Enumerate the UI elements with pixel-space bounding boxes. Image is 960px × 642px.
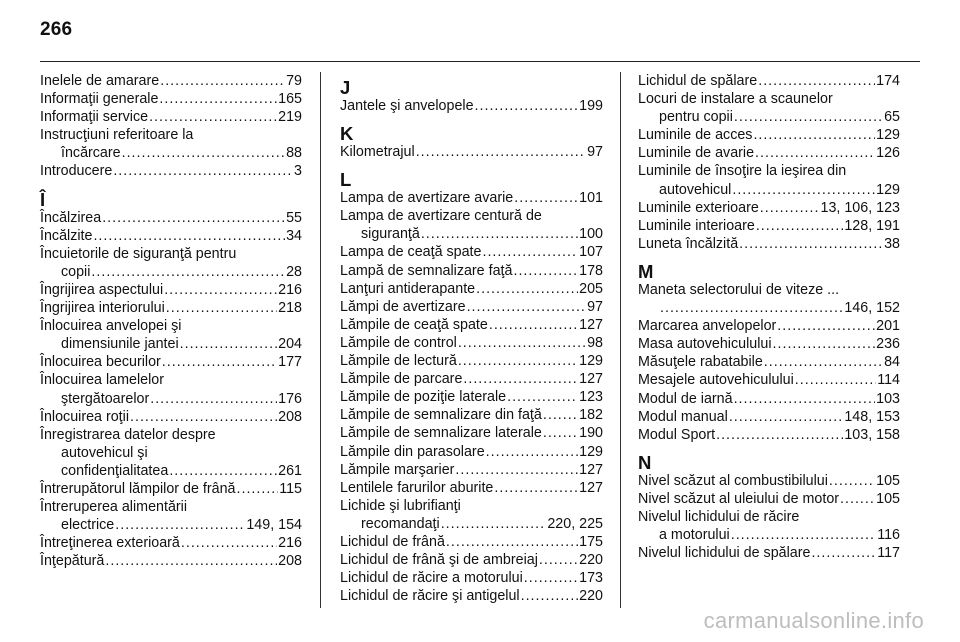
index-entry — [340, 370, 603, 388]
index-entry-line: Luminile de însoţire la ieşirea din — [638, 163, 847, 180]
index-entry — [638, 390, 900, 408]
index-entry — [638, 299, 900, 317]
column-divider — [320, 72, 321, 608]
index-entry — [40, 144, 302, 162]
index-column-2 — [340, 72, 603, 605]
entry-page-ref: 236 — [876, 336, 900, 353]
index-entry — [638, 108, 900, 126]
dot-leader — [150, 390, 277, 408]
index-entry — [340, 298, 603, 316]
dot-leader — [753, 126, 875, 144]
entry-page-ref: 127 — [579, 316, 603, 333]
entry-term: Încălzirea — [40, 209, 102, 226]
dot-leader — [463, 370, 578, 388]
dot-leader — [660, 299, 843, 317]
index-entry — [340, 406, 603, 424]
entry-term: Lentilele farurilor aburite — [340, 479, 494, 496]
entry-page-ref: 103, 158 — [844, 426, 900, 443]
dot-leader — [180, 335, 278, 353]
entry-term: Lămpile de ceaţă spate — [340, 316, 488, 333]
entry-term: ştergătoarelor — [61, 390, 150, 407]
entry-page-ref: 115 — [279, 480, 302, 497]
entry-term: Măsuţele rabatabile — [638, 354, 763, 371]
dot-leader — [166, 299, 277, 317]
index-entry-line: Lampa de avertizare centură de — [340, 208, 542, 225]
entry-page-ref: 261 — [278, 462, 302, 479]
dot-leader — [181, 534, 277, 552]
entry-term: Nivel scăzut al combustibilului — [638, 472, 828, 489]
index-entry — [340, 515, 603, 533]
index-entry — [638, 490, 900, 508]
dot-leader — [93, 227, 285, 245]
dot-leader — [458, 334, 586, 352]
dot-leader — [159, 90, 277, 108]
dot-leader — [476, 280, 578, 298]
section-letter-n: N — [638, 451, 652, 473]
dot-leader — [421, 225, 578, 243]
entry-term: Nivel scăzut al uleiului de motor — [638, 490, 840, 507]
index-entry — [40, 480, 302, 498]
entry-term: electrice — [61, 517, 115, 534]
index-entry — [638, 544, 900, 562]
dot-leader — [164, 281, 277, 299]
entry-term: Lampa de ceaţă spate — [340, 244, 482, 261]
entry-page-ref: 79 — [286, 73, 302, 89]
index-entry — [340, 352, 603, 370]
entry-page-ref: 201 — [876, 318, 900, 335]
dot-leader — [494, 479, 578, 497]
index-entry-line: Nivelul lichidului de răcire — [638, 508, 800, 525]
entry-page-ref: 190 — [579, 425, 603, 442]
section-letter-l: L — [340, 169, 352, 191]
dot-leader — [475, 97, 579, 115]
entry-page-ref: 205 — [579, 280, 603, 297]
dot-leader — [539, 551, 578, 569]
index-entry — [40, 227, 302, 245]
index-entry — [40, 263, 302, 281]
entry-term: Luminile de avarie — [638, 145, 755, 162]
entry-page-ref: 55 — [286, 209, 302, 226]
entry-term: încărcare — [61, 145, 121, 162]
entry-term: Jantele şi anvelopele — [340, 98, 474, 114]
entry-page-ref: 220, 225 — [547, 515, 603, 532]
entry-page-ref: 173 — [579, 570, 603, 587]
entry-term — [638, 299, 659, 317]
index-entry — [340, 569, 603, 587]
index-entry — [40, 534, 302, 552]
index-entry — [340, 479, 603, 497]
dot-leader — [543, 406, 578, 424]
entry-page-ref: 84 — [884, 354, 900, 371]
entry-term: copii — [61, 263, 91, 280]
index-column-1 — [40, 72, 302, 570]
entry-term: Nivelul lichidului de spălare — [638, 545, 811, 562]
index-entry — [638, 235, 900, 253]
dot-leader — [521, 587, 579, 605]
dot-leader — [160, 72, 285, 90]
index-entry — [638, 199, 900, 217]
dot-leader — [122, 144, 285, 162]
entry-term: Introducere — [40, 163, 113, 180]
entry-page-ref: 219 — [278, 109, 302, 126]
entry-page-ref: 149, 154 — [246, 517, 302, 534]
entry-term: a motorului — [659, 527, 730, 544]
dot-leader — [734, 108, 883, 126]
index-entry — [340, 443, 603, 461]
entry-page-ref: 97 — [587, 144, 603, 161]
entry-term: siguranţă — [361, 226, 420, 243]
index-entry — [40, 72, 302, 90]
entry-page-ref: 127 — [579, 461, 603, 478]
index-entry — [340, 143, 603, 161]
dot-leader — [467, 298, 587, 316]
dot-leader — [486, 443, 578, 461]
entry-page-ref: 38 — [884, 235, 900, 252]
entry-term: Inelele de amarare — [40, 73, 160, 89]
index-entry — [40, 162, 302, 180]
entry-page-ref: 128, 191 — [844, 217, 900, 234]
index-entry — [340, 262, 603, 280]
dot-leader — [149, 108, 277, 126]
entry-term: Lampa de avertizare avarie — [340, 190, 514, 207]
entry-page-ref: 176 — [278, 390, 302, 407]
index-entry — [340, 461, 603, 479]
index-entry — [638, 181, 900, 199]
dot-leader — [162, 353, 277, 371]
header-rule — [40, 61, 920, 62]
dot-leader — [731, 526, 876, 544]
dot-leader — [455, 461, 578, 479]
index-entry — [638, 126, 900, 144]
index-entry — [638, 426, 900, 444]
dot-leader — [489, 316, 578, 334]
entry-page-ref: 129 — [876, 181, 900, 198]
entry-page-ref: 148, 153 — [844, 408, 900, 425]
dot-leader — [811, 544, 876, 562]
dot-leader — [764, 353, 883, 371]
dot-leader — [758, 72, 875, 90]
entry-term: recomandaţi — [361, 515, 440, 532]
index-entry-line: Înlocuirea lamelelor — [40, 372, 164, 389]
entry-page-ref: 123 — [579, 389, 603, 406]
dot-leader — [115, 516, 245, 534]
index-entry — [40, 335, 302, 353]
entry-page-ref: 182 — [579, 407, 603, 424]
entry-term: Modul de iarnă — [638, 390, 733, 407]
entry-term: Lămpile din parasolare — [340, 443, 485, 460]
entry-page-ref: 97 — [587, 298, 603, 315]
entries-l-cont — [638, 72, 900, 253]
entry-term: Lămpile de lectură — [340, 353, 457, 370]
entry-term: Luminile interioare — [638, 217, 755, 234]
entry-page-ref: 100 — [579, 226, 603, 243]
entry-page-ref: 126 — [876, 145, 900, 162]
entry-term: Înlocuirea becurilor — [40, 354, 161, 371]
index-entry — [638, 335, 900, 353]
index-entry-line: Locuri de instalare a scaunelor — [638, 91, 833, 108]
index-entry-line: Lichide şi lubrifianţi — [340, 497, 461, 514]
index-entry — [340, 424, 603, 442]
entry-term: Lichidul de frână şi de ambreiaj — [340, 552, 538, 569]
section-letter-j: J — [340, 77, 351, 98]
entry-term: Încălzite — [40, 227, 93, 244]
index-entry — [40, 462, 302, 480]
entry-term: pentru copii — [659, 109, 733, 126]
entry-page-ref: 34 — [286, 227, 302, 244]
entry-page-ref: 220 — [579, 552, 603, 569]
entry-term: dimensiunile jantei — [61, 336, 179, 353]
dot-leader — [507, 388, 578, 406]
dot-leader — [524, 569, 578, 587]
watermark: carmanualsonline.info — [703, 608, 924, 633]
dot-leader — [756, 217, 844, 235]
entry-term: Lichidul de răcire şi antigelul — [340, 588, 520, 605]
entry-page-ref: 127 — [579, 371, 603, 388]
entries-i — [40, 209, 302, 571]
dot-leader — [777, 317, 875, 335]
entry-page-ref: 127 — [579, 479, 603, 496]
dot-leader — [829, 472, 875, 490]
entry-page-ref: 199 — [579, 98, 603, 114]
dot-leader — [482, 243, 578, 261]
entry-term: Lămpile de control — [340, 334, 457, 351]
index-entry — [40, 281, 302, 299]
entry-term: Lămpile de semnalizare laterale — [340, 425, 542, 442]
dot-leader — [237, 480, 279, 498]
index-entry — [340, 551, 603, 569]
entry-term: Masa autovehiculului — [638, 336, 772, 353]
index-entry — [40, 408, 302, 426]
entries-j — [340, 97, 603, 115]
entry-page-ref: 28 — [286, 263, 302, 280]
index-entry — [340, 189, 603, 207]
entry-page-ref: 88 — [286, 145, 302, 162]
entry-page-ref: 177 — [278, 354, 302, 371]
dot-leader — [734, 390, 876, 408]
entry-term: Luminile exterioare — [638, 199, 759, 216]
index-entry — [340, 533, 603, 551]
entry-page-ref: 174 — [876, 73, 900, 89]
entries-k — [340, 143, 603, 161]
index-entry — [40, 108, 302, 126]
dot-leader — [514, 189, 578, 207]
entry-page-ref: 3 — [294, 163, 302, 180]
entry-page-ref: 98 — [587, 334, 603, 351]
index-entry — [40, 552, 302, 570]
dot-leader — [716, 426, 843, 444]
entry-term: Informaţii generale — [40, 91, 159, 108]
index-entry — [638, 317, 900, 335]
entry-term: Marcarea anvelopelor — [638, 318, 777, 335]
dot-leader — [105, 552, 277, 570]
entry-page-ref: 146, 152 — [844, 300, 900, 317]
index-entry — [40, 353, 302, 371]
column-divider — [620, 72, 621, 608]
dot-leader — [169, 462, 277, 480]
index-entry-line: Înregistrarea datelor despre — [40, 426, 216, 443]
dot-leader — [458, 352, 578, 370]
dot-leader — [130, 408, 277, 426]
section-letter-k: K — [340, 123, 354, 145]
entry-page-ref: 208 — [278, 553, 302, 570]
entry-page-ref: 13, 106, 123 — [820, 199, 900, 216]
index-entry — [40, 516, 302, 534]
entry-page-ref: 117 — [877, 545, 900, 562]
entry-term: Kilometrajul — [340, 144, 415, 161]
entry-term: Lanţuri antiderapante — [340, 280, 476, 297]
index-entry — [340, 316, 603, 334]
index-entry — [340, 587, 603, 605]
entry-term: Lichidul de spălare — [638, 73, 758, 89]
entry-page-ref: 65 — [884, 109, 900, 126]
index-entry — [638, 526, 900, 544]
entry-term: confidenţialitatea — [61, 462, 169, 479]
entry-page-ref: 216 — [278, 281, 302, 298]
dot-leader — [446, 533, 578, 551]
dot-leader — [739, 235, 883, 253]
index-entry — [638, 144, 900, 162]
entry-term: Lichidul de frână — [340, 533, 445, 550]
entry-term: autovehicul — [659, 181, 732, 198]
entries-i-pre — [40, 72, 302, 181]
index-entry — [340, 334, 603, 352]
entry-page-ref: 105 — [876, 490, 900, 507]
entry-page-ref: 107 — [579, 244, 603, 261]
entry-page-ref: 204 — [278, 336, 302, 353]
entry-page-ref: 178 — [579, 262, 603, 279]
dot-leader — [732, 181, 875, 199]
entry-term: Îngrijirea interiorului — [40, 300, 165, 317]
index-entry-line: Instrucţiuni referitoare la — [40, 127, 194, 144]
index-entry — [40, 209, 302, 227]
index-entry — [638, 371, 900, 389]
section-letter-i: Î — [40, 188, 46, 210]
dot-leader — [840, 490, 875, 508]
entry-page-ref: 116 — [877, 527, 900, 544]
entry-page-ref: 220 — [579, 588, 603, 605]
index-entry-line: Maneta selectorului de viteze ... — [638, 281, 840, 298]
entry-page-ref: 165 — [278, 91, 302, 108]
section-letter-m: M — [638, 260, 654, 282]
entry-term: Îngrijirea aspectului — [40, 281, 164, 298]
dot-leader — [543, 424, 578, 442]
index-entry-line: autovehicul şi — [61, 444, 148, 461]
index-entry-line: Încuietorile de siguranţă pentru — [40, 245, 237, 262]
entry-term: Modul manual — [638, 408, 728, 425]
index-entry — [638, 472, 900, 490]
entry-page-ref: 129 — [579, 443, 603, 460]
entry-page-ref: 129 — [579, 353, 603, 370]
index-entry — [638, 353, 900, 371]
index-entry — [40, 299, 302, 317]
entry-page-ref: 103 — [876, 390, 900, 407]
index-entry — [340, 97, 603, 115]
entry-page-ref: 129 — [876, 127, 900, 144]
entry-term: Lichidul de răcire a motorului — [340, 570, 523, 587]
entry-term: Informaţii service — [40, 109, 149, 126]
index-entry — [340, 243, 603, 261]
entry-term: Întreţinerea exterioară — [40, 535, 180, 552]
dot-leader — [416, 143, 586, 161]
index-entry — [340, 388, 603, 406]
entry-term: Lampă de semnalizare faţă — [340, 262, 513, 279]
entry-term: Luneta încălzită — [638, 235, 739, 252]
dot-leader — [729, 408, 844, 426]
entry-term: Lămpile de parcare — [340, 371, 463, 388]
entries-n — [638, 472, 900, 562]
entries-l — [340, 189, 603, 605]
dot-leader — [513, 262, 578, 280]
dot-leader — [760, 199, 820, 217]
entry-term: Luminile de acces — [638, 127, 753, 144]
index-column-3 — [638, 72, 900, 562]
index-entry — [638, 408, 900, 426]
entry-page-ref: 114 — [877, 372, 900, 389]
index-entry — [340, 280, 603, 298]
entry-term: Mesajele autovehiculului — [638, 372, 794, 389]
index-entry-line: Înlocuirea anvelopei şi — [40, 318, 182, 335]
dot-leader — [795, 371, 876, 389]
index-entry — [638, 72, 900, 90]
entry-page-ref: 218 — [278, 300, 302, 317]
entry-page-ref: 175 — [579, 533, 603, 550]
index-entry — [340, 225, 603, 243]
dot-leader — [91, 263, 285, 281]
entry-term: Lămpi de avertizare — [340, 298, 466, 315]
entry-page-ref: 101 — [579, 190, 603, 207]
entry-page-ref: 216 — [278, 535, 302, 552]
entry-term: Modul Sport — [638, 426, 716, 443]
entry-term: Lămpile de semnalizare din faţă — [340, 407, 542, 424]
entry-term: Întrerupătorul lămpilor de frână — [40, 480, 236, 497]
entry-term: Lămpile de poziţie laterale — [340, 389, 507, 406]
entry-term: Lămpile marşarier — [340, 461, 455, 478]
index-entry — [40, 90, 302, 108]
entry-page-ref: 105 — [876, 472, 900, 489]
entry-page-ref: 208 — [278, 408, 302, 425]
dot-leader — [773, 335, 876, 353]
entry-term: Înlocuirea roţii — [40, 408, 129, 425]
dot-leader — [441, 515, 547, 533]
dot-leader — [102, 209, 285, 227]
index-entry-line: Întreruperea alimentării — [40, 499, 188, 516]
page-number: 266 — [40, 19, 73, 40]
entry-term: Înţepătură — [40, 553, 105, 570]
index-entry — [40, 390, 302, 408]
dot-leader — [755, 144, 875, 162]
index-entry — [638, 217, 900, 235]
entries-m — [638, 281, 900, 444]
dot-leader — [113, 162, 293, 180]
